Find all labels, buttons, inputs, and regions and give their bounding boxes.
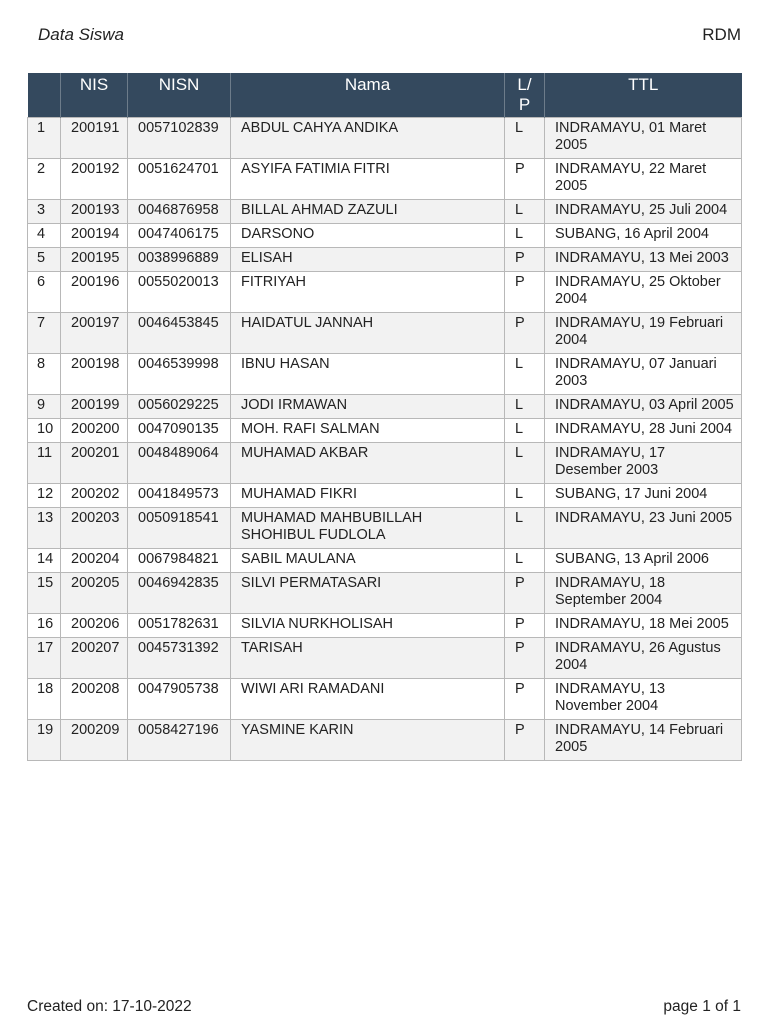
table-header — [28, 73, 742, 118]
table-row — [28, 200, 742, 224]
table-row — [28, 159, 742, 200]
cell-nisn: 0047905738 — [128, 679, 231, 720]
cell-nisn: 0048489064 — [128, 443, 231, 484]
cell-nis: 200192 — [61, 159, 128, 200]
table-row — [28, 419, 742, 443]
cell-nama: IBNU HASAN — [231, 354, 505, 395]
cell-ttl: INDRAMAYU, 18 September 2004 — [545, 573, 742, 614]
cell-ttl: INDRAMAYU, 19 Februari 2004 — [545, 313, 742, 354]
cell-nisn: 0045731392 — [128, 638, 231, 679]
cell-nis: 200201 — [61, 443, 128, 484]
cell-ttl: INDRAMAYU, 28 Juni 2004 — [545, 419, 742, 443]
cell-nama: ABDUL CAHYA ANDIKA — [231, 118, 505, 159]
cell-ttl: INDRAMAYU, 13 November 2004 — [545, 679, 742, 720]
cell-gender: L — [505, 200, 545, 224]
cell-nama: SABIL MAULANA — [231, 549, 505, 573]
cell-nis: 200202 — [61, 484, 128, 508]
table-row — [28, 118, 742, 159]
cell-gender: L — [505, 118, 545, 159]
created-date: Created on: 17-10-2022 — [27, 998, 192, 1015]
cell-nis: 200194 — [61, 224, 128, 248]
cell-nis: 200203 — [61, 508, 128, 549]
cell-number: 3 — [28, 200, 61, 224]
cell-nisn: 0056029225 — [128, 395, 231, 419]
cell-number: 4 — [28, 224, 61, 248]
cell-nis: 200207 — [61, 638, 128, 679]
cell-gender: L — [505, 224, 545, 248]
cell-nama: MUHAMAD MAHBUBILLAH SHOHIBUL FUDLOLA — [231, 508, 505, 549]
cell-number: 12 — [28, 484, 61, 508]
cell-ttl: INDRAMAYU, 17 Desember 2003 — [545, 443, 742, 484]
cell-nisn: 0046942835 — [128, 573, 231, 614]
cell-nama: HAIDATUL JANNAH — [231, 313, 505, 354]
cell-number: 9 — [28, 395, 61, 419]
cell-number: 5 — [28, 248, 61, 272]
cell-ttl: SUBANG, 13 April 2006 — [545, 549, 742, 573]
cell-nama: SILVI PERMATASARI — [231, 573, 505, 614]
cell-ttl: INDRAMAYU, 07 Januari 2003 — [545, 354, 742, 395]
cell-nis: 200191 — [61, 118, 128, 159]
cell-gender: L — [505, 395, 545, 419]
cell-ttl: INDRAMAYU, 26 Agustus 2004 — [545, 638, 742, 679]
cell-number: 2 — [28, 159, 61, 200]
table-row — [28, 443, 742, 484]
cell-nis: 200198 — [61, 354, 128, 395]
cell-nama: JODI IRMAWAN — [231, 395, 505, 419]
cell-nisn: 0046453845 — [128, 313, 231, 354]
cell-number: 16 — [28, 614, 61, 638]
page-footer — [27, 996, 741, 1018]
cell-nis: 200193 — [61, 200, 128, 224]
student-table-container — [27, 73, 741, 761]
column-header-ttl: TTL — [545, 73, 742, 118]
cell-nisn: 0041849573 — [128, 484, 231, 508]
cell-nama: DARSONO — [231, 224, 505, 248]
cell-nisn: 0067984821 — [128, 549, 231, 573]
cell-gender: L — [505, 443, 545, 484]
cell-nisn: 0050918541 — [128, 508, 231, 549]
cell-number: 8 — [28, 354, 61, 395]
table-body — [28, 118, 742, 761]
column-header-nisn: NISN — [128, 73, 231, 118]
student-table — [27, 73, 742, 761]
cell-number: 18 — [28, 679, 61, 720]
page-number: page 1 of 1 — [663, 998, 741, 1015]
cell-number: 13 — [28, 508, 61, 549]
cell-gender: L — [505, 549, 545, 573]
cell-gender: P — [505, 679, 545, 720]
cell-nis: 200208 — [61, 679, 128, 720]
cell-gender: P — [505, 313, 545, 354]
cell-gender: P — [505, 573, 545, 614]
table-row — [28, 248, 742, 272]
table-row — [28, 573, 742, 614]
table-header-row — [28, 73, 742, 118]
cell-nama: WIWI ARI RAMADANI — [231, 679, 505, 720]
cell-nisn: 0047090135 — [128, 419, 231, 443]
cell-ttl: INDRAMAYU, 25 Oktober 2004 — [545, 272, 742, 313]
cell-ttl: INDRAMAYU, 13 Mei 2003 — [545, 248, 742, 272]
cell-nama: BILLAL AHMAD ZAZULI — [231, 200, 505, 224]
table-row — [28, 720, 742, 761]
table-row — [28, 638, 742, 679]
table-row — [28, 313, 742, 354]
cell-number: 17 — [28, 638, 61, 679]
cell-nisn: 0047406175 — [128, 224, 231, 248]
cell-nis: 200206 — [61, 614, 128, 638]
cell-nis: 200196 — [61, 272, 128, 313]
table-row — [28, 614, 742, 638]
cell-nisn: 0051624701 — [128, 159, 231, 200]
cell-ttl: SUBANG, 16 April 2004 — [545, 224, 742, 248]
cell-nis: 200195 — [61, 248, 128, 272]
cell-nama: SILVIA NURKHOLISAH — [231, 614, 505, 638]
cell-ttl: INDRAMAYU, 23 Juni 2005 — [545, 508, 742, 549]
cell-nis: 200204 — [61, 549, 128, 573]
column-header-nis: NIS — [61, 73, 128, 118]
cell-gender: P — [505, 720, 545, 761]
column-header-nama: Nama — [231, 73, 505, 118]
cell-nama: TARISAH — [231, 638, 505, 679]
cell-ttl: INDRAMAYU, 18 Mei 2005 — [545, 614, 742, 638]
cell-nisn: 0057102839 — [128, 118, 231, 159]
cell-ttl: INDRAMAYU, 22 Maret 2005 — [545, 159, 742, 200]
cell-nis: 200205 — [61, 573, 128, 614]
cell-nis: 200209 — [61, 720, 128, 761]
document-title: Data Siswa — [38, 25, 124, 44]
page-header — [38, 24, 741, 46]
cell-gender: P — [505, 272, 545, 313]
cell-gender: L — [505, 484, 545, 508]
table-row — [28, 395, 742, 419]
cell-nis: 200199 — [61, 395, 128, 419]
cell-nisn: 0058427196 — [128, 720, 231, 761]
cell-nama: ELISAH — [231, 248, 505, 272]
cell-nisn: 0046539998 — [128, 354, 231, 395]
cell-nama: ASYIFA FATIMIA FITRI — [231, 159, 505, 200]
cell-gender: L — [505, 354, 545, 395]
cell-nama: MOH. RAFI SALMAN — [231, 419, 505, 443]
cell-nama: FITRIYAH — [231, 272, 505, 313]
cell-ttl: INDRAMAYU, 01 Maret 2005 — [545, 118, 742, 159]
cell-nama: YASMINE KARIN — [231, 720, 505, 761]
cell-nisn: 0046876958 — [128, 200, 231, 224]
column-header-gender: L/ P — [505, 73, 545, 118]
column-header-number — [28, 73, 61, 118]
cell-number: 6 — [28, 272, 61, 313]
table-row — [28, 508, 742, 549]
cell-gender: L — [505, 508, 545, 549]
cell-number: 7 — [28, 313, 61, 354]
cell-gender: P — [505, 248, 545, 272]
cell-nisn: 0051782631 — [128, 614, 231, 638]
cell-gender: P — [505, 638, 545, 679]
table-row — [28, 272, 742, 313]
cell-number: 19 — [28, 720, 61, 761]
cell-nis: 200200 — [61, 419, 128, 443]
cell-number: 11 — [28, 443, 61, 484]
table-row — [28, 224, 742, 248]
cell-number: 14 — [28, 549, 61, 573]
cell-nisn: 0038996889 — [128, 248, 231, 272]
cell-nama: MUHAMAD AKBAR — [231, 443, 505, 484]
cell-nama: MUHAMAD FIKRI — [231, 484, 505, 508]
table-row — [28, 549, 742, 573]
cell-ttl: SUBANG, 17 Juni 2004 — [545, 484, 742, 508]
cell-ttl: INDRAMAYU, 14 Februari 2005 — [545, 720, 742, 761]
cell-gender: P — [505, 159, 545, 200]
cell-number: 10 — [28, 419, 61, 443]
table-row — [28, 484, 742, 508]
cell-number: 15 — [28, 573, 61, 614]
cell-ttl: INDRAMAYU, 25 Juli 2004 — [545, 200, 742, 224]
table-row — [28, 354, 742, 395]
cell-gender: L — [505, 419, 545, 443]
cell-nis: 200197 — [61, 313, 128, 354]
cell-nisn: 0055020013 — [128, 272, 231, 313]
table-row — [28, 679, 742, 720]
cell-number: 1 — [28, 118, 61, 159]
document-code: RDM — [702, 25, 741, 44]
cell-gender: P — [505, 614, 545, 638]
cell-ttl: INDRAMAYU, 03 April 2005 — [545, 395, 742, 419]
